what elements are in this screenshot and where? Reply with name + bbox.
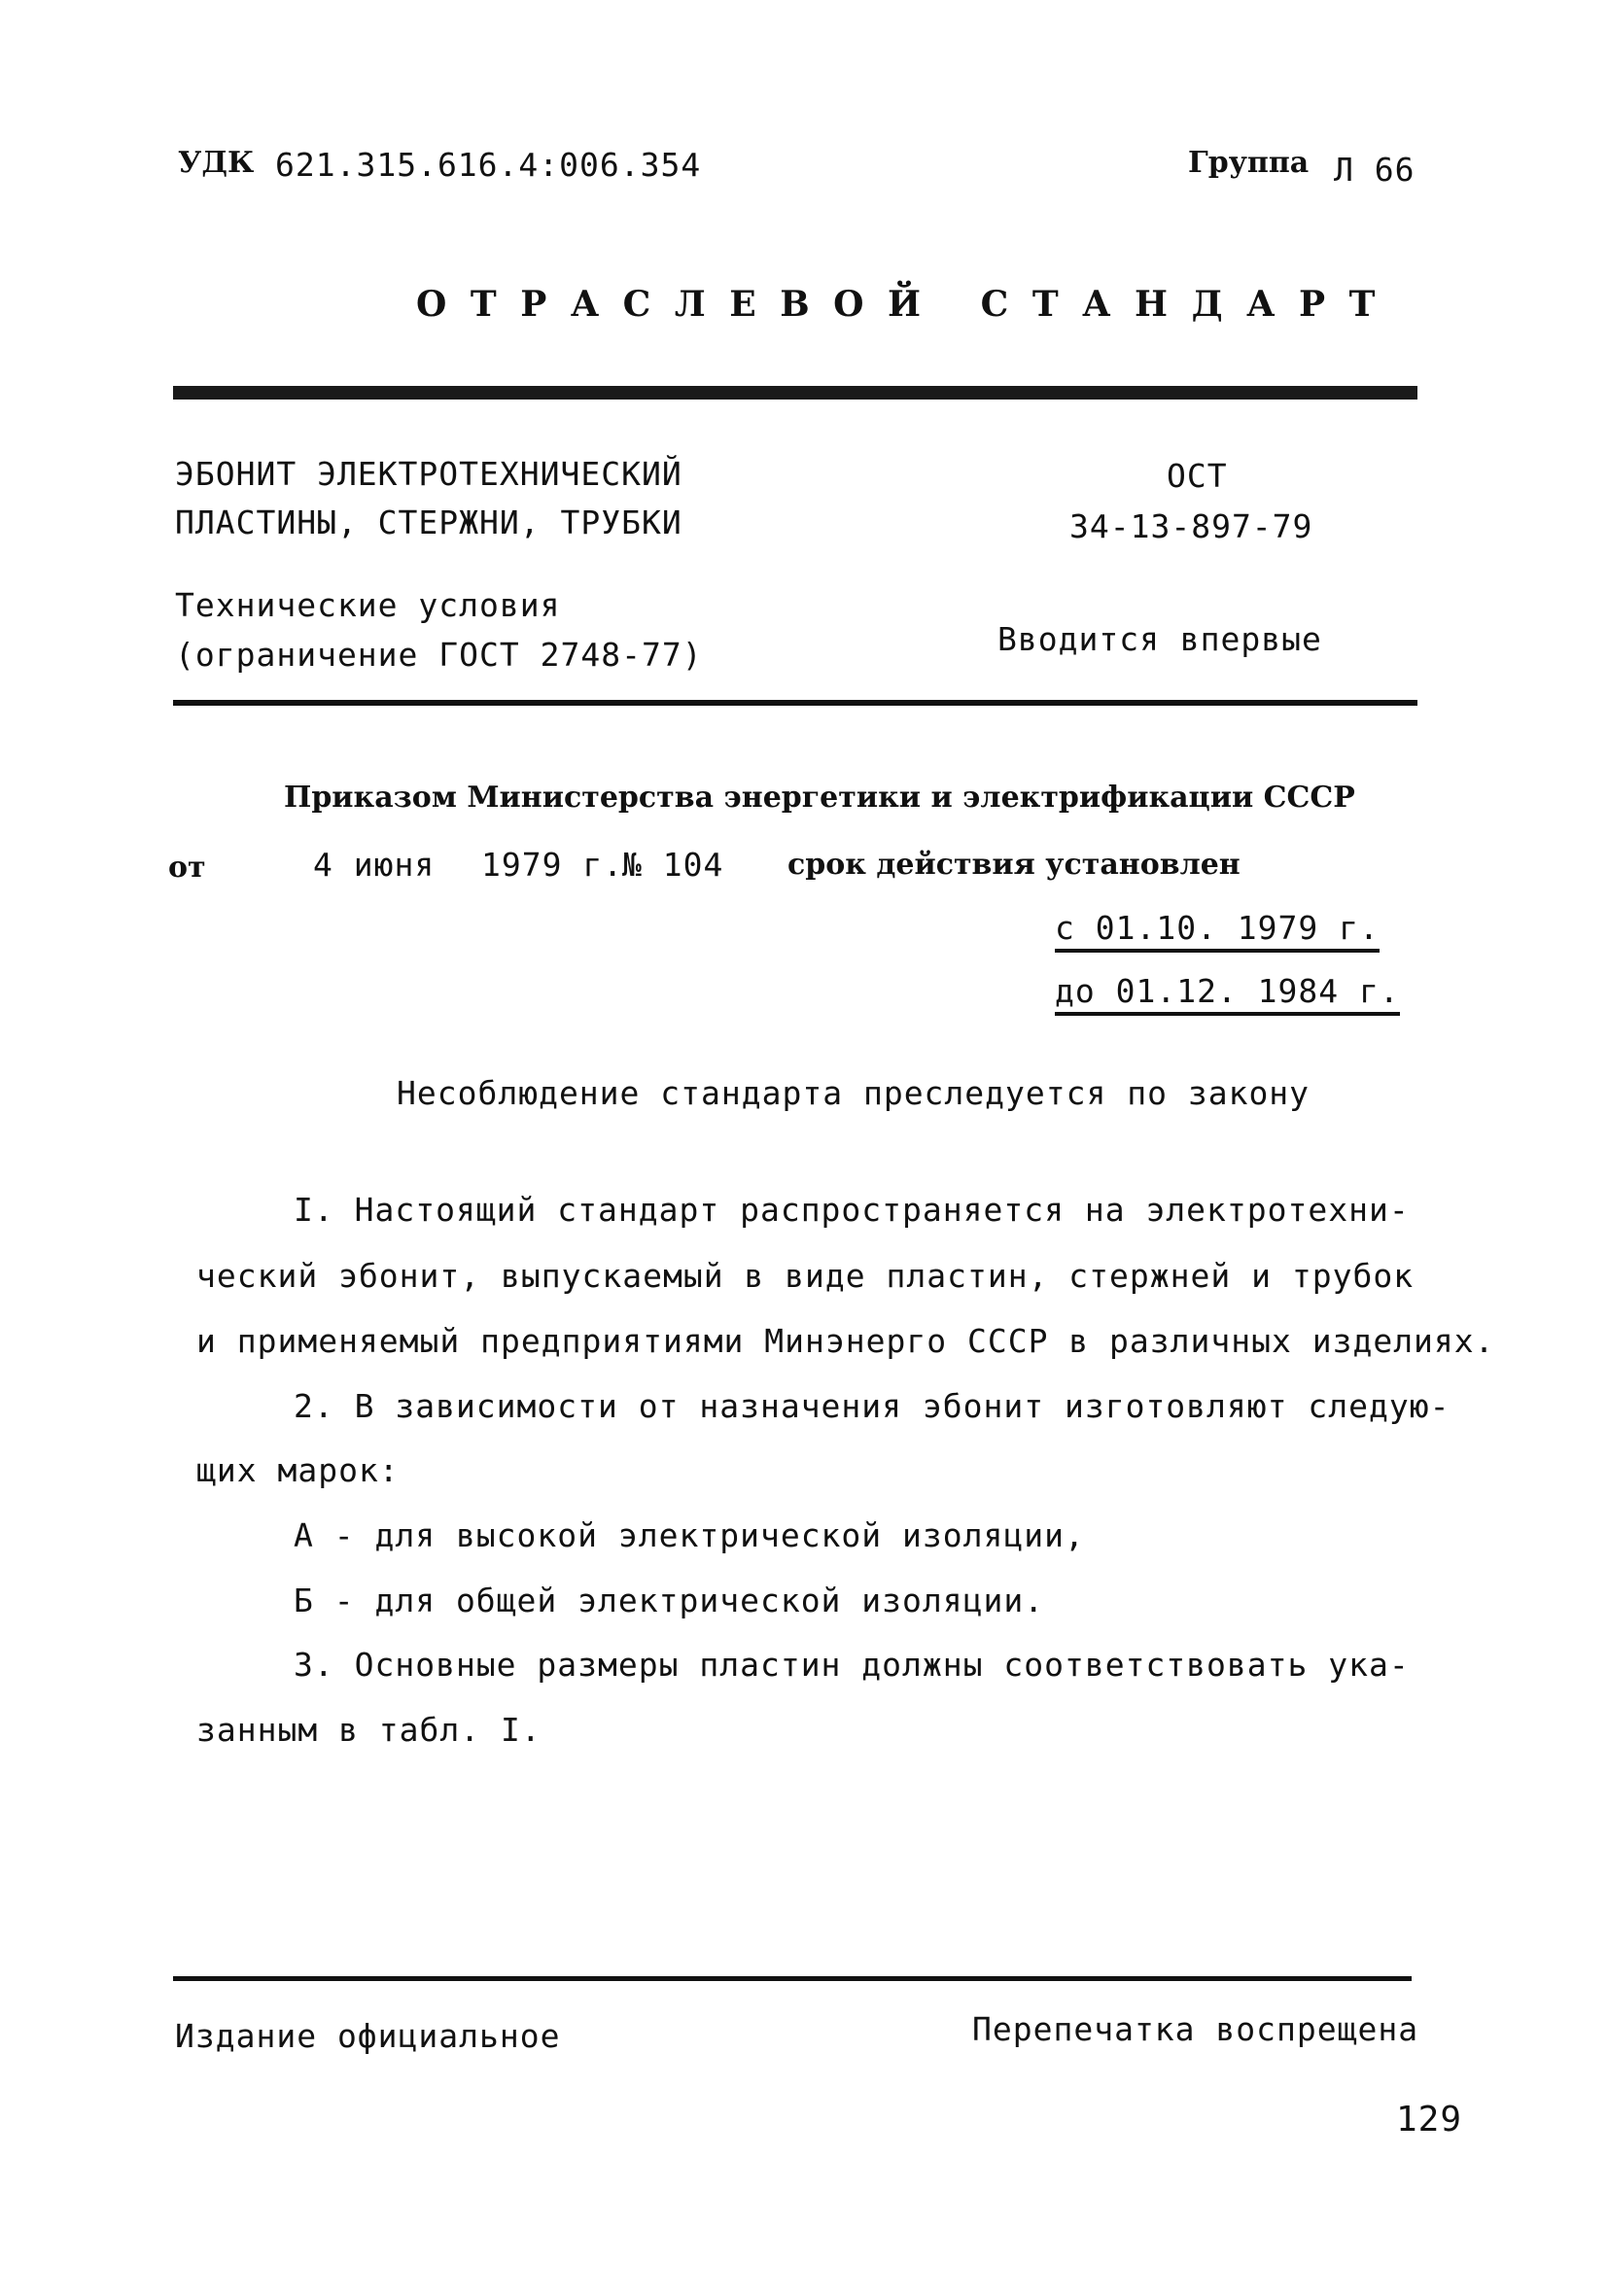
ost-label: ОСТ <box>1167 457 1228 495</box>
udk-value: 621.315.616.4:006.354 <box>275 146 702 184</box>
valid-from: с 01.10. 1979 г. <box>1055 909 1380 953</box>
order-number: № 104 <box>622 846 724 884</box>
spec-line1: Технические условия <box>175 586 561 624</box>
body-line: I. Настоящий стандарт распространяется на электротехни- <box>294 1191 1410 1229</box>
group-value: Л 66 <box>1334 151 1416 189</box>
product-name-line1: ЭБОНИТ ЭЛЕКТРОТЕХНИЧЕСКИЙ <box>175 455 682 493</box>
spec-line2: (ограничение ГОСТ 2748-77) <box>175 636 703 674</box>
edition-note: Издание официальное <box>175 2017 561 2055</box>
introduced-note: Вводится впервые <box>997 620 1322 658</box>
body-line: занным в табл. I. <box>196 1711 542 1749</box>
udk-label: УДК <box>178 146 255 180</box>
order-from-label: от <box>168 851 206 885</box>
list-item-a: А - для высокой электрической изоляции, <box>294 1516 1085 1554</box>
page-number: 129 <box>1396 2100 1463 2139</box>
ost-number: 34-13-897-79 <box>1069 507 1313 545</box>
body-line: 2. В зависимости от назначения эбонит изготовляют следую- <box>294 1387 1451 1425</box>
body-line: 3. Основные размеры пластин должны соответствовать ука- <box>294 1646 1410 1684</box>
body-line: и применяемый предприятиями Минэнерго СССР в различных изделиях. <box>196 1322 1495 1360</box>
legal-notice: Несоблюдение стандарта преследуется по закону <box>397 1074 1311 1112</box>
document-title: О Т Р А С Л Е В О Й С Т А Н Д А Р Т <box>416 284 1381 325</box>
order-year: 1979 г. <box>481 846 624 884</box>
valid-to: до 01.12. 1984 г. <box>1055 972 1400 1016</box>
body-line: щих марок: <box>196 1451 400 1489</box>
product-name-line2: ПЛАСТИНЫ, СТЕРЖНИ, ТРУБКИ <box>175 504 682 541</box>
title-rule <box>173 386 1417 400</box>
list-item-b: Б - для общей электрической изоляции. <box>294 1582 1045 1619</box>
order-validity: срок действия установлен <box>787 848 1241 882</box>
group-label: Группа <box>1188 146 1310 180</box>
body-line: ческий эбонит, выпускаемый в виде пластин, стержней и трубок <box>196 1257 1415 1295</box>
section-rule <box>173 700 1417 706</box>
order-line: Приказом Министерства энергетики и электрификации СССР <box>284 781 1355 815</box>
footer-rule <box>173 1976 1412 1981</box>
reprint-note: Перепечатка воспрещена <box>972 2010 1419 2048</box>
order-date: 4 июня <box>313 846 436 884</box>
